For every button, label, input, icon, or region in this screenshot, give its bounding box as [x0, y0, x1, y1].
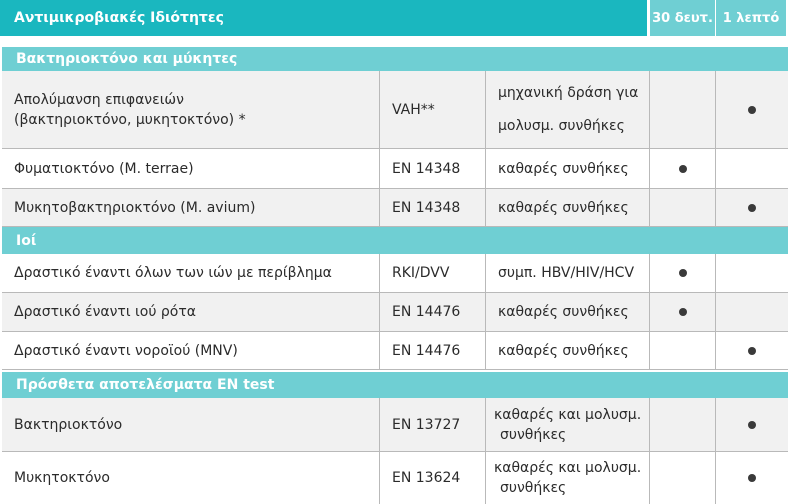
table-row [2, 398, 788, 452]
bullet-icon [748, 347, 756, 355]
row-condition: καθαρές συνθήκες [486, 293, 650, 331]
column-header-1min: 1 λεπτό [716, 0, 786, 36]
row-condition-line1: καθαρές και μολυσμ. [494, 406, 642, 423]
row-mark-1min [716, 189, 788, 226]
row-condition: καθαρές συνθήκες [486, 149, 650, 188]
section-header-bacteria: Βακτηριοκτόνο και μύκητες [2, 47, 788, 71]
row-mark-30s [650, 149, 716, 188]
row-mark-1min [716, 71, 788, 148]
row-standard: EN 14348 [380, 149, 486, 188]
row-name: Δραστικό έναντι νοροϊού (MNV) [2, 332, 380, 369]
bullet-icon [748, 474, 756, 482]
row-condition-line1: μηχανική δράση για [498, 84, 639, 101]
row-name: Δραστικό έναντι όλων των ιών με περίβλημα [2, 254, 380, 292]
table-row [2, 254, 788, 293]
row-standard: EN 14476 [380, 293, 486, 331]
bullet-icon [748, 204, 756, 212]
row-name: Μυκητοκτόνο [2, 452, 380, 504]
bullet-icon [679, 308, 687, 316]
row-name: Μυκητοβακτηριοκτόνο (M. avium) [2, 189, 380, 226]
row-mark-30s [650, 452, 716, 504]
row-condition [486, 398, 650, 451]
row-name: Δραστικό έναντι ιού ρότα [2, 293, 380, 331]
table-row [2, 71, 788, 149]
table-header [0, 0, 790, 36]
row-standard: EN 14476 [380, 332, 486, 369]
row-standard: VAH** [380, 71, 486, 148]
row-condition: συμπ. HBV/HIV/HCV [486, 254, 650, 292]
table-title: Αντιμικροβιακές Ιδιότητες [0, 0, 647, 36]
row-name [2, 71, 380, 148]
row-name: Βακτηριοκτόνο [2, 398, 380, 451]
bullet-icon [748, 106, 756, 114]
table-row [2, 293, 788, 332]
bullet-icon [679, 269, 687, 277]
row-condition: καθαρές συνθήκες [486, 189, 650, 226]
row-mark-30s [650, 189, 716, 226]
row-name-line2: (βακτηριοκτόνο, μυκητοκτόνο) * [14, 111, 246, 128]
row-mark-1min [716, 452, 788, 504]
table-row [2, 332, 788, 370]
table-row [2, 149, 788, 189]
bullet-icon [748, 421, 756, 429]
bullet-icon [679, 165, 687, 173]
row-condition-line2: συνθήκες [500, 426, 567, 443]
row-mark-30s [650, 398, 716, 451]
table-row [2, 189, 788, 227]
row-standard: EN 13727 [380, 398, 486, 451]
row-mark-1min [716, 398, 788, 451]
row-mark-1min [716, 149, 788, 188]
row-standard: EN 13624 [380, 452, 486, 504]
row-condition [486, 452, 650, 504]
row-condition-line1: καθαρές και μολυσμ. [494, 460, 642, 476]
section-header-extra: Πρόσθετα αποτελέσματα EN test [2, 372, 788, 398]
row-condition-line2: συνθήκες [500, 480, 567, 496]
row-name: Φυματιοκτόνο (M. terrae) [2, 149, 380, 188]
row-condition [486, 71, 650, 148]
row-mark-1min [716, 332, 788, 369]
row-mark-1min [716, 254, 788, 292]
row-name-line1: Απολύμανση επιφανειών [14, 91, 184, 108]
row-condition: καθαρές συνθήκες [486, 332, 650, 369]
row-standard: EN 14348 [380, 189, 486, 226]
section-header-viruses: Ιοί [2, 227, 788, 254]
column-header-30s: 30 δευτ. [650, 0, 715, 36]
row-mark-30s [650, 293, 716, 331]
row-mark-30s [650, 71, 716, 148]
row-condition-line2: μολυσμ. συνθήκες [498, 117, 625, 134]
row-standard: RKI/DVV [380, 254, 486, 292]
row-mark-30s [650, 254, 716, 292]
row-mark-30s [650, 332, 716, 369]
row-mark-1min [716, 293, 788, 331]
table-row [2, 452, 788, 504]
